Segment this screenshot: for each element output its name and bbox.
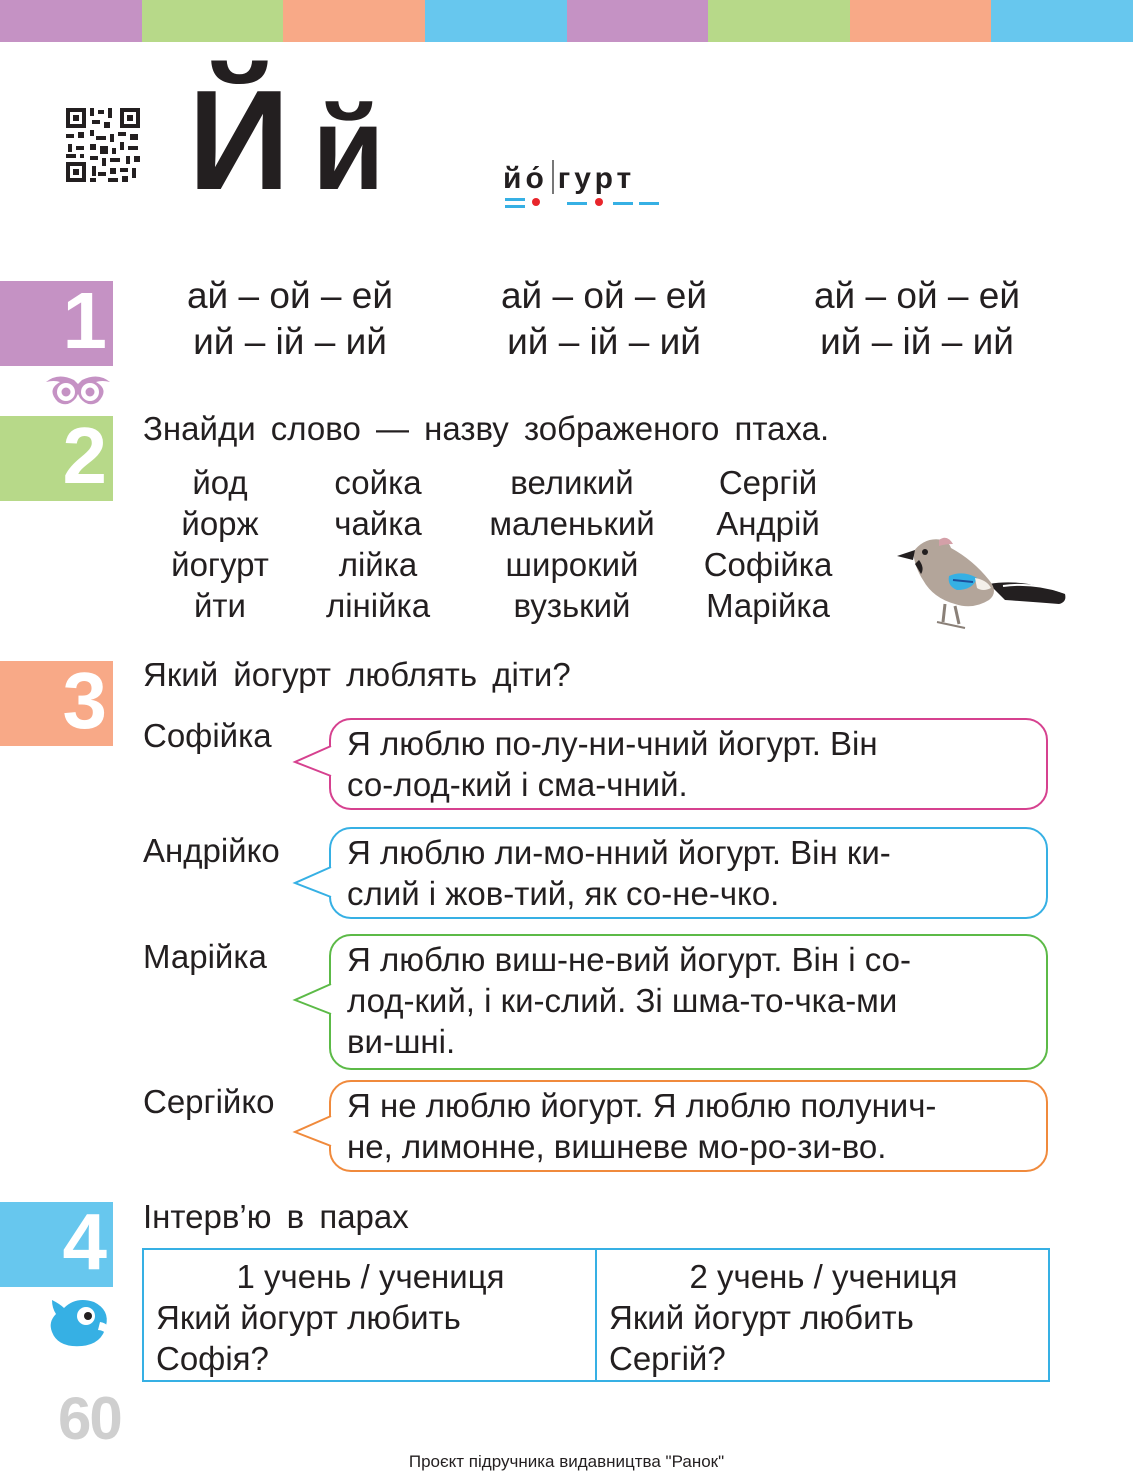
syllable-column-3 xyxy=(802,273,1032,365)
qr-code-icon[interactable] xyxy=(64,106,142,184)
syllable-row: ий – ій – ий xyxy=(193,321,387,362)
section-1-number: 1 xyxy=(62,276,107,365)
bubble-tail xyxy=(293,746,333,776)
interview-cell-2 xyxy=(595,1250,1048,1380)
stripe-segment xyxy=(850,0,992,42)
word: лінійка xyxy=(325,587,431,624)
section-2-task: Знайди слово — назву зображеного птаха. xyxy=(143,410,830,447)
stripe-segment xyxy=(991,0,1133,42)
jay-bird-illustration xyxy=(893,530,1069,634)
word: маленький xyxy=(489,505,655,542)
interview-cell-line: Який йогурт любить xyxy=(156,1299,461,1336)
interview-cell-title: 2 учень / учениця xyxy=(689,1258,958,1295)
bubble-line: лод-кий, і ки-слий. Зі шма-то-чка-ми xyxy=(347,982,898,1019)
bubble-tail xyxy=(293,984,333,1014)
interview-cell-title: 1 учень / учениця xyxy=(236,1258,505,1295)
word: йогурт xyxy=(171,546,269,583)
syllable-column-2 xyxy=(489,273,719,365)
word: Марійка xyxy=(706,587,830,624)
parrot-icon xyxy=(46,1294,114,1348)
word: йорж xyxy=(181,505,259,542)
scheme-syllable-2: гурт xyxy=(557,162,636,195)
bubble-line: не, лимонне, вишневе мо-ро-зи-во. xyxy=(347,1128,887,1165)
word: чайка xyxy=(334,505,422,542)
section-2-number: 2 xyxy=(62,411,107,500)
bubble-line: Я люблю виш-не-вий йогурт. Він і со- xyxy=(347,941,911,978)
word: сойка xyxy=(334,464,422,501)
section-3-tab xyxy=(0,656,113,746)
speaker-sofiika: Софійка xyxy=(143,717,272,754)
syllable-row: ай – ой – ей xyxy=(500,275,707,316)
word: Сергій xyxy=(718,464,818,501)
speaker-serhiiko: Сергійко xyxy=(143,1083,275,1120)
section-3-question: Який йогурт люблять діти? xyxy=(143,656,571,693)
bubble-line: со-лод-кий і сма-чний. xyxy=(347,766,688,803)
word: вузький xyxy=(513,587,631,624)
word: лійка xyxy=(338,546,418,583)
word: Софійка xyxy=(703,546,833,583)
speech-bubble-andriiko xyxy=(329,827,1048,919)
bubble-line: ви-шні. xyxy=(347,1023,456,1060)
letter-title xyxy=(188,61,389,220)
word-column-2 xyxy=(308,462,448,626)
interview-cell-line: Софія? xyxy=(156,1340,269,1377)
syllable-column-1 xyxy=(175,273,405,365)
owl-eyes-icon xyxy=(44,372,112,408)
scheme-syllable-1: йо́ xyxy=(503,162,548,195)
speech-bubble-mariika xyxy=(329,934,1048,1070)
word: великий xyxy=(510,464,634,501)
scheme-word xyxy=(503,160,635,196)
sound-scheme xyxy=(503,160,673,210)
word: широкий xyxy=(505,546,639,583)
sound-scheme-marks xyxy=(503,196,673,210)
section-4-number: 4 xyxy=(62,1197,107,1286)
bubble-tail xyxy=(293,867,333,897)
syllable-row: ай – ой – ей xyxy=(813,275,1020,316)
bubble-line: Я люблю по-лу-ни-чний йогурт. Він xyxy=(347,725,878,762)
speech-bubble-serhiiko xyxy=(329,1080,1048,1172)
stripe-segment xyxy=(283,0,425,42)
section-3-number: 3 xyxy=(62,656,107,745)
syllable-row: ий – ій – ий xyxy=(507,321,701,362)
speech-bubble-sofiika xyxy=(329,718,1048,810)
speaker-mariika: Марійка xyxy=(143,938,267,975)
page-number: 60 xyxy=(58,1385,121,1452)
stripe-segment xyxy=(0,0,142,42)
stripe-segment xyxy=(425,0,567,42)
word-column-3 xyxy=(472,462,672,626)
word: йти xyxy=(194,587,246,624)
section-4-title: Інтерв’ю в парах xyxy=(143,1198,409,1235)
interview-cell-line: Сергій? xyxy=(609,1340,726,1377)
bubble-line: слий і жов-тий, як со-не-чко. xyxy=(347,875,780,912)
stripe-segment xyxy=(142,0,284,42)
word: йод xyxy=(192,464,248,501)
syllable-row: ай – ой – ей xyxy=(186,275,393,316)
word: Андрій xyxy=(716,505,820,542)
uppercase-letter: Й xyxy=(188,61,295,220)
stripe-segment xyxy=(708,0,850,42)
section-2-tab xyxy=(0,411,113,501)
bubble-tail xyxy=(293,1116,333,1146)
syllable-row: ий – ій – ий xyxy=(820,321,1014,362)
stripe-segment xyxy=(567,0,709,42)
speaker-andriiko: Андрійко xyxy=(143,832,280,869)
interview-table xyxy=(142,1248,1050,1382)
bubble-line: Я не люблю йогурт. Я люблю полунич- xyxy=(347,1087,937,1124)
footer-note: Проєкт підручника видавництва "Ранок" xyxy=(408,1452,725,1471)
interview-cell-1 xyxy=(144,1250,595,1380)
section-4-tab xyxy=(0,1197,113,1287)
lowercase-letter: й xyxy=(312,83,389,215)
top-color-stripe xyxy=(0,0,1133,42)
word-column-4 xyxy=(690,462,846,626)
interview-cell-line: Який йогурт любить xyxy=(609,1299,914,1336)
section-1-tab xyxy=(0,276,113,366)
word-column-1 xyxy=(150,462,290,626)
syllable-divider xyxy=(552,160,554,194)
bubble-line: Я люблю ли-мо-нний йогурт. Він ки- xyxy=(347,834,891,871)
